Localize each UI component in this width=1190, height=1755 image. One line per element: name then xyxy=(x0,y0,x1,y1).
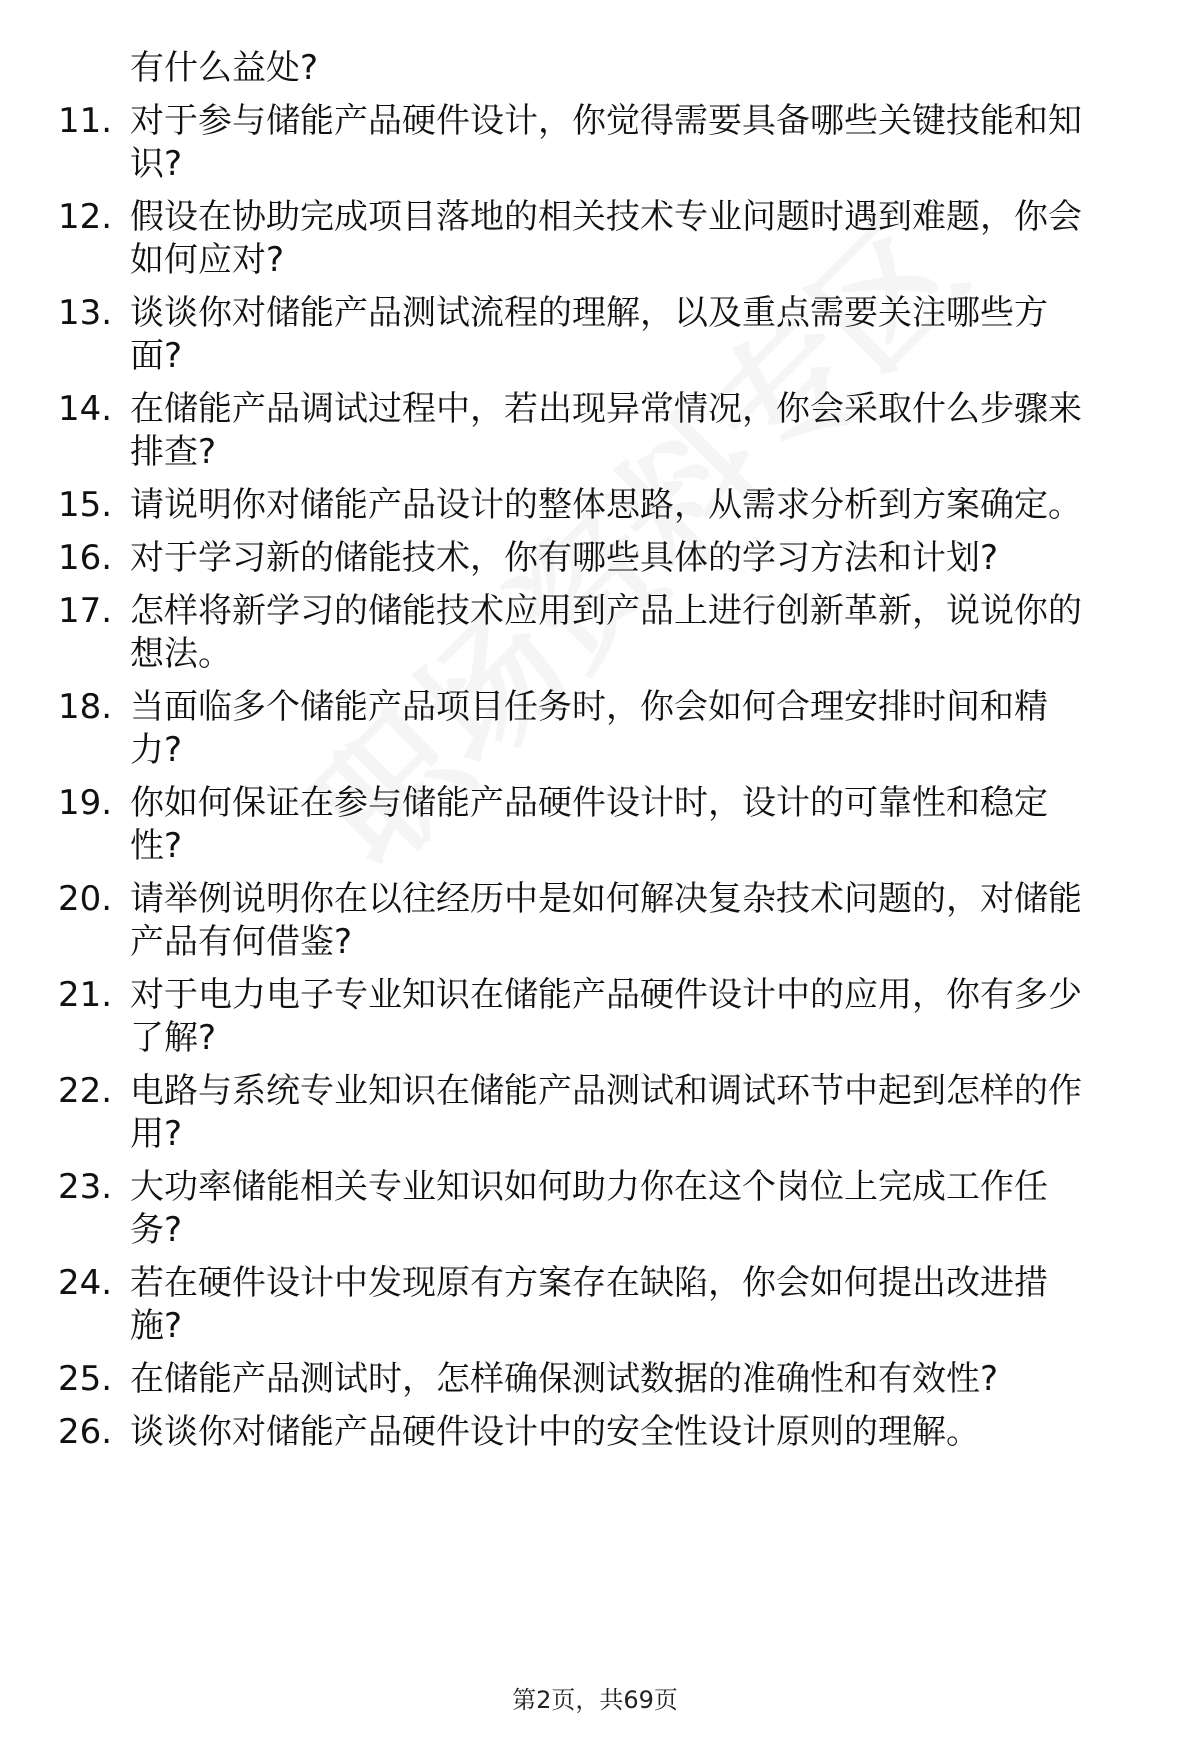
question-text: 产品有何借鉴? xyxy=(130,922,353,962)
question-number: 20. xyxy=(58,879,113,919)
question-text: 对于学习新的储能技术，你有哪些具体的学习方法和计划? xyxy=(130,538,999,578)
question-text: 施? xyxy=(130,1306,183,1346)
question-number: 13. xyxy=(58,293,113,333)
question-text: 如何应对? xyxy=(130,240,285,280)
question-text: 排查? xyxy=(130,432,217,472)
question-text: 请举例说明你在以往经历中是如何解决复杂技术问题的，对储能 xyxy=(130,879,1082,919)
question-text: 对于参与储能产品硬件设计，你觉得需要具备哪些关键技能和知 xyxy=(130,101,1082,141)
question-text: 请说明你对储能产品设计的整体思路，从需求分析到方案确定。 xyxy=(130,485,1082,525)
page-footer: 第2页，共69页 xyxy=(512,1686,678,1714)
question-text: 当面临多个储能产品项目任务时，你会如何合理安排时间和精 xyxy=(130,687,1048,727)
question-text: 假设在协助完成项目落地的相关技术专业问题时遇到难题，你会 xyxy=(130,197,1082,237)
question-text: 你如何保证在参与储能产品硬件设计时，设计的可靠性和稳定 xyxy=(130,783,1048,823)
question-number: 25. xyxy=(58,1359,113,1399)
question-text: 想法。 xyxy=(130,634,232,674)
question-text: 性? xyxy=(130,826,183,866)
question-number: 19. xyxy=(58,783,113,823)
question-text: 有什么益处? xyxy=(130,48,319,88)
question-text: 若在硬件设计中发现原有方案存在缺陷，你会如何提出改进措 xyxy=(130,1263,1048,1303)
question-number: 15. xyxy=(58,485,113,525)
question-number: 22. xyxy=(58,1071,113,1111)
question-text: 在储能产品调试过程中，若出现异常情况，你会采取什么步骤来 xyxy=(130,389,1082,429)
question-number: 12. xyxy=(58,197,113,237)
question-text: 了解? xyxy=(130,1018,217,1058)
question-number: 14. xyxy=(58,389,113,429)
question-text: 对于电力电子专业知识在储能产品硬件设计中的应用，你有多少 xyxy=(130,975,1082,1015)
question-number: 24. xyxy=(58,1263,113,1303)
question-text: 务? xyxy=(130,1210,183,1250)
question-text: 面? xyxy=(130,336,183,376)
question-text: 力? xyxy=(130,730,183,770)
question-number: 21. xyxy=(58,975,113,1015)
question-text: 识? xyxy=(130,144,183,184)
question-text: 谈谈你对储能产品硬件设计中的安全性设计原则的理解。 xyxy=(130,1412,980,1452)
question-text: 谈谈你对储能产品测试流程的理解，以及重点需要关注哪些方 xyxy=(130,293,1048,333)
question-number: 17. xyxy=(58,591,113,631)
question-text: 在储能产品测试时，怎样确保测试数据的准确性和有效性? xyxy=(130,1359,999,1399)
question-number: 16. xyxy=(58,538,113,578)
question-number: 11. xyxy=(58,101,113,141)
question-number: 23. xyxy=(58,1167,113,1207)
question-number: 18. xyxy=(58,687,113,727)
question-text: 大功率储能相关专业知识如何助力你在这个岗位上完成工作任 xyxy=(130,1167,1048,1207)
question-text: 怎样将新学习的储能技术应用到产品上进行创新革新，说说你的 xyxy=(130,591,1082,631)
question-text: 用? xyxy=(130,1114,183,1154)
question-number: 26. xyxy=(58,1412,113,1452)
question-text: 电路与系统专业知识在储能产品测试和调试环节中起到怎样的作 xyxy=(130,1071,1082,1111)
